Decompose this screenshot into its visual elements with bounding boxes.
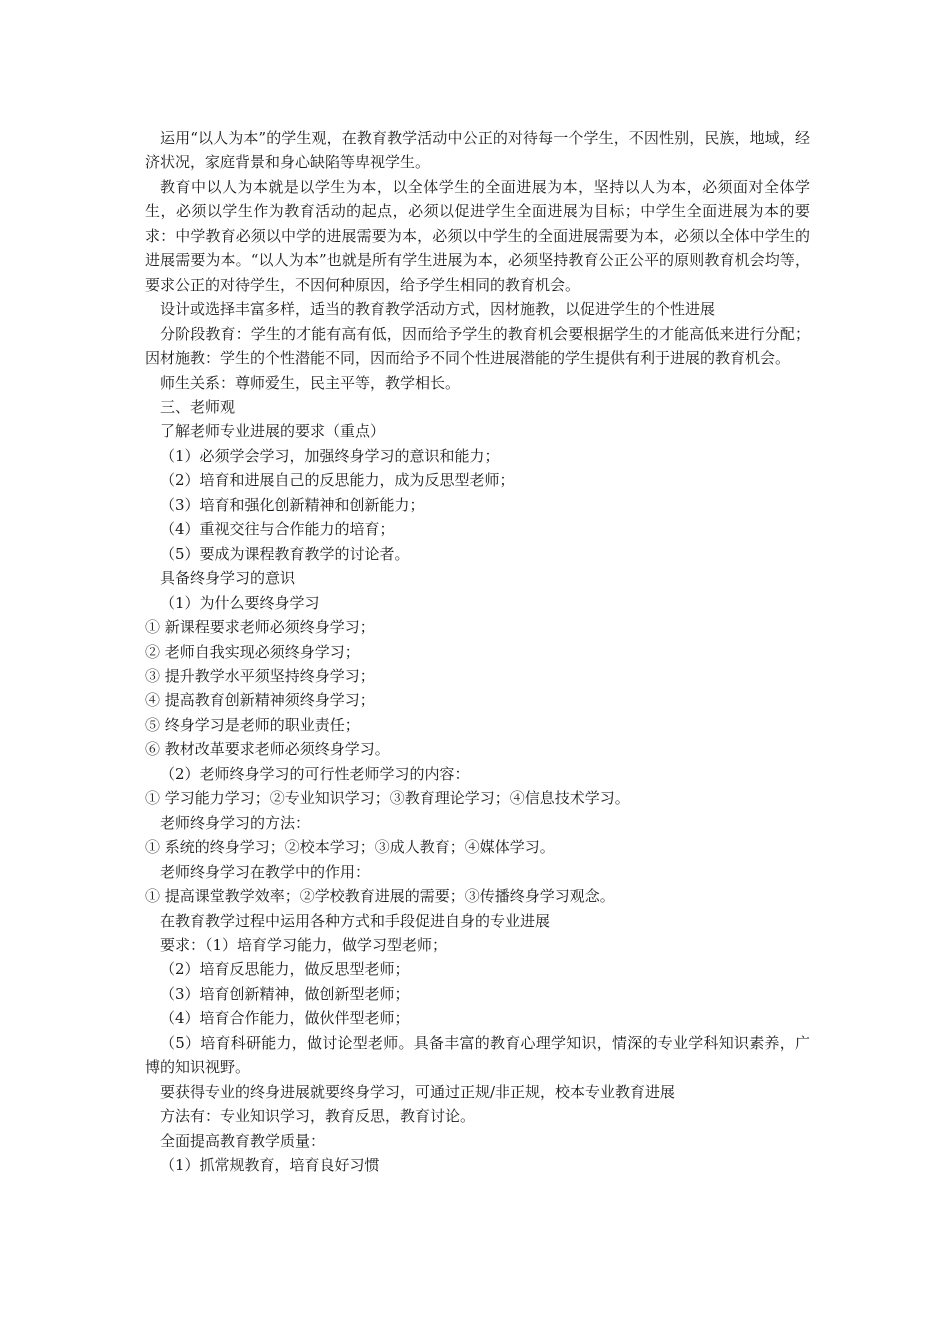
list-item: （2）培育和进展自己的反思能力，成为反思型老师； (160, 471, 515, 490)
paragraph-teacher-student-relation: 师生关系：尊师爱生，民主平等，教学相长。 (160, 373, 461, 392)
list-item: （4）重视交往与合作能力的培育； (160, 520, 395, 539)
paragraph-people-oriented: 教育中以人为本就是以学生为本，以全体学生的全面进展为本，坚持以人为本，必须面对全体学生，必须以学生作为教育活动的起点，必须以促进学生全面进展为目标；中学生全面进展为本的要求：中学教育必须以中学的进展需要为本，必须以中学生的全面进展需要为本，必须以全体中学生的进展需要为本。“以人为本”也就是所有学生进展为本，必须坚持教育公正公平的原则教育机会均等，要求公正的对待学生，不因何种原因，给予学生相同的教育机会。 (145, 177, 810, 294)
paragraph-methods: 方法有：专业知识学习，教育反思，教育讨论。 (160, 1107, 476, 1126)
subheading-learning-effects: 老师终身学习在教学中的作用： (160, 862, 371, 881)
list-item: （3）培育和强化创新精神和创新能力； (160, 495, 425, 514)
list-item: ② 老师自我实现必须终身学习； (145, 642, 360, 661)
paragraph-activity-methods: 设计或选择丰富多样，适当的教育教学活动方式，因材施教，以促进学生的个性进展 (160, 300, 716, 319)
list-item: （2）老师终身学习的可行性老师学习的内容： (160, 764, 470, 783)
paragraph-lifelong-development: 要获得专业的终身进展就要终身学习，可通过正规/非正规，校本专业教育进展 (160, 1082, 676, 1101)
subheading-learning-methods: 老师终身学习的方法： (160, 813, 311, 832)
subheading-lifelong-learning: 具备终身学习的意识 (160, 569, 296, 588)
list-item: 要求：（1）培育学习能力，做学习型老师； (160, 935, 448, 954)
list-item: （1）抓常规教育，培育良好习惯 (160, 1156, 380, 1175)
document-body (145, 126, 810, 1177)
list-item: （1）必须学会学习，加强终身学习的意识和能力； (160, 446, 500, 465)
list-item: （5）要成为课程教育教学的讨论者。 (160, 544, 410, 563)
paragraph-student-view: 运用“以人为本”的学生观，在教育教学活动中公正的对待每一个学生，不因性别，民族，地域，经济状况，家庭背景和身心缺陷等卑视学生。 (145, 129, 810, 172)
subheading-professional-requirements: 了解老师专业进展的要求（重点） (160, 422, 386, 441)
list-item: （4）培育合作能力，做伙伴型老师； (160, 1009, 410, 1028)
list-item: ① 系统的终身学习；②校本学习；③成人教育；④媒体学习。 (145, 838, 555, 857)
list-item: ⑥ 教材改革要求老师必须终身学习。 (145, 740, 390, 759)
paragraph-staged-education: 分阶段教育：学生的才能有高有低，因而给予学生的教育机会要根据学生的才能高低来进行分配；因材施教：学生的个性潜能不同，因而给予不同个性进展潜能的学生提供有利于进展的教育机会。 (145, 324, 810, 368)
subheading-professional-development: 在教育教学过程中运用各种方式和手段促进自身的专业进展 (160, 911, 551, 930)
list-item: ④ 提高教育创新精神须终身学习； (145, 691, 375, 710)
list-item: ① 提高课堂教学效率；②学校教育进展的需要；③传播终身学习观念。 (145, 887, 615, 906)
list-item: （1）为什么要终身学习 (160, 593, 320, 612)
list-item: （3）培育创新精神，做创新型老师； (160, 984, 410, 1003)
list-item: ① 学习能力学习；②专业知识学习；③教育理论学习；④信息技术学习。 (145, 789, 630, 808)
list-item: （5）培育科研能力，做讨论型老师。具备丰富的教育心理学知识，情深的专业学科知识素养，广博的知识视野。 (145, 1033, 810, 1077)
list-item: ⑤ 终身学习是老师的职业责任； (145, 715, 360, 734)
subheading-improve-quality: 全面提高教育教学质量： (160, 1131, 326, 1150)
list-item: ① 新课程要求老师必须终身学习； (145, 618, 375, 637)
list-item: （2）培育反思能力，做反思型老师； (160, 960, 410, 979)
list-item: ③ 提升教学水平须坚持终身学习； (145, 666, 375, 685)
section-heading-teacher-view: 三、老师观 (160, 397, 236, 416)
